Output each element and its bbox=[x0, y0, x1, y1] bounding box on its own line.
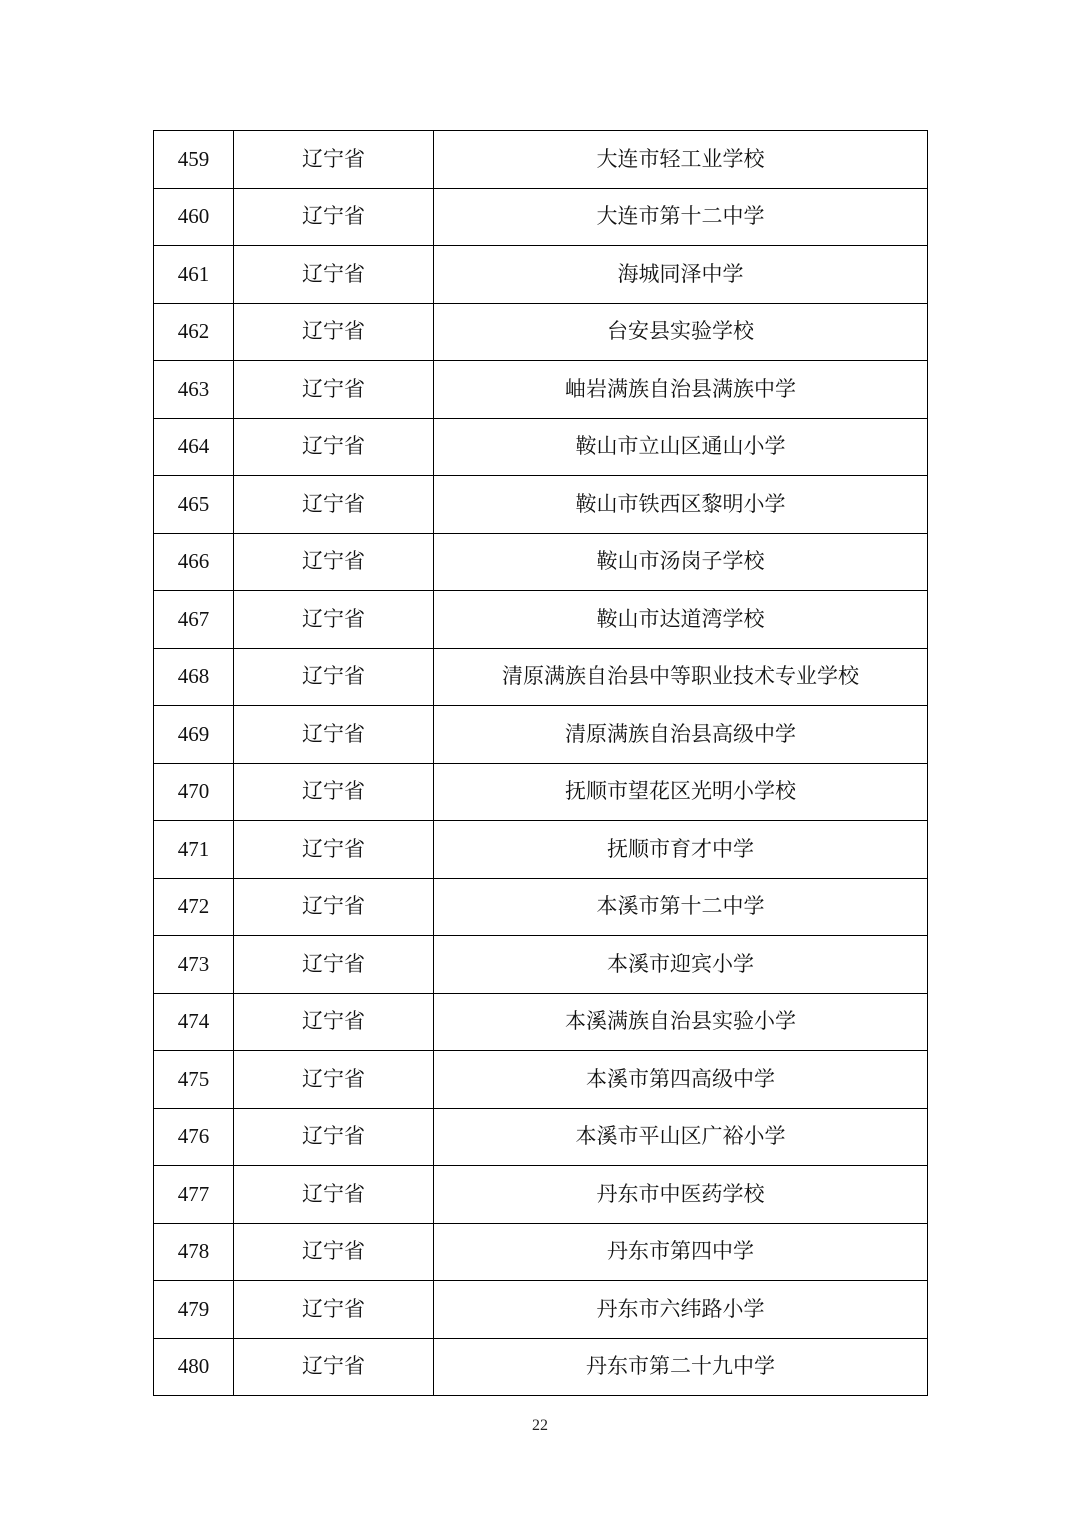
table-row bbox=[154, 821, 928, 879]
row-school: 丹东市中医药学校 bbox=[434, 1166, 928, 1224]
row-number: 472 bbox=[154, 878, 234, 936]
row-school: 鞍山市汤岗子学校 bbox=[434, 533, 928, 591]
row-school: 海城同泽中学 bbox=[434, 246, 928, 304]
row-number: 466 bbox=[154, 533, 234, 591]
table-row bbox=[154, 131, 928, 189]
table-row bbox=[154, 1281, 928, 1339]
row-number: 476 bbox=[154, 1108, 234, 1166]
row-number: 462 bbox=[154, 303, 234, 361]
row-school: 抚顺市育才中学 bbox=[434, 821, 928, 879]
row-province: 辽宁省 bbox=[234, 418, 434, 476]
table-row bbox=[154, 878, 928, 936]
row-number: 465 bbox=[154, 476, 234, 534]
row-province: 辽宁省 bbox=[234, 361, 434, 419]
table-row bbox=[154, 418, 928, 476]
table-row bbox=[154, 993, 928, 1051]
row-province: 辽宁省 bbox=[234, 936, 434, 994]
row-number: 473 bbox=[154, 936, 234, 994]
row-province: 辽宁省 bbox=[234, 1166, 434, 1224]
table-row bbox=[154, 1108, 928, 1166]
page-number: 22 bbox=[532, 1417, 548, 1434]
row-province: 辽宁省 bbox=[234, 706, 434, 764]
row-school: 鞍山市达道湾学校 bbox=[434, 591, 928, 649]
table-row bbox=[154, 1338, 928, 1396]
row-province: 辽宁省 bbox=[234, 648, 434, 706]
row-school: 丹东市第四中学 bbox=[434, 1223, 928, 1281]
row-province: 辽宁省 bbox=[234, 533, 434, 591]
table-row bbox=[154, 1223, 928, 1281]
row-number: 480 bbox=[154, 1338, 234, 1396]
row-school: 本溪市第四高级中学 bbox=[434, 1051, 928, 1109]
row-school: 清原满族自治县高级中学 bbox=[434, 706, 928, 764]
table-row bbox=[154, 706, 928, 764]
row-school: 本溪市迎宾小学 bbox=[434, 936, 928, 994]
row-number: 467 bbox=[154, 591, 234, 649]
row-school: 本溪市第十二中学 bbox=[434, 878, 928, 936]
row-school: 清原满族自治县中等职业技术专业学校 bbox=[434, 648, 928, 706]
table-row bbox=[154, 361, 928, 419]
row-number: 469 bbox=[154, 706, 234, 764]
row-number: 459 bbox=[154, 131, 234, 189]
row-school: 大连市第十二中学 bbox=[434, 188, 928, 246]
row-province: 辽宁省 bbox=[234, 1338, 434, 1396]
table-row bbox=[154, 246, 928, 304]
table-row bbox=[154, 648, 928, 706]
row-province: 辽宁省 bbox=[234, 246, 434, 304]
table-row bbox=[154, 1166, 928, 1224]
row-number: 461 bbox=[154, 246, 234, 304]
row-number: 463 bbox=[154, 361, 234, 419]
table-row bbox=[154, 936, 928, 994]
row-number: 474 bbox=[154, 993, 234, 1051]
row-number: 470 bbox=[154, 763, 234, 821]
row-province: 辽宁省 bbox=[234, 1108, 434, 1166]
row-province: 辽宁省 bbox=[234, 303, 434, 361]
row-province: 辽宁省 bbox=[234, 591, 434, 649]
row-number: 475 bbox=[154, 1051, 234, 1109]
row-school: 本溪满族自治县实验小学 bbox=[434, 993, 928, 1051]
row-province: 辽宁省 bbox=[234, 1281, 434, 1339]
row-province: 辽宁省 bbox=[234, 131, 434, 189]
school-table-body bbox=[154, 131, 928, 1396]
table-row bbox=[154, 303, 928, 361]
row-school: 鞍山市铁西区黎明小学 bbox=[434, 476, 928, 534]
table-row bbox=[154, 1051, 928, 1109]
row-school: 丹东市六纬路小学 bbox=[434, 1281, 928, 1339]
table-row bbox=[154, 188, 928, 246]
row-province: 辽宁省 bbox=[234, 1223, 434, 1281]
row-province: 辽宁省 bbox=[234, 1051, 434, 1109]
row-province: 辽宁省 bbox=[234, 476, 434, 534]
table-row bbox=[154, 763, 928, 821]
table-row bbox=[154, 533, 928, 591]
row-province: 辽宁省 bbox=[234, 821, 434, 879]
table-row bbox=[154, 476, 928, 534]
row-school: 鞍山市立山区通山小学 bbox=[434, 418, 928, 476]
row-number: 478 bbox=[154, 1223, 234, 1281]
row-school: 抚顺市望花区光明小学校 bbox=[434, 763, 928, 821]
row-school: 本溪市平山区广裕小学 bbox=[434, 1108, 928, 1166]
row-number: 468 bbox=[154, 648, 234, 706]
row-school: 大连市轻工业学校 bbox=[434, 131, 928, 189]
row-province: 辽宁省 bbox=[234, 993, 434, 1051]
row-province: 辽宁省 bbox=[234, 763, 434, 821]
school-table bbox=[153, 130, 928, 1396]
row-number: 464 bbox=[154, 418, 234, 476]
row-number: 471 bbox=[154, 821, 234, 879]
row-school: 台安县实验学校 bbox=[434, 303, 928, 361]
row-number: 460 bbox=[154, 188, 234, 246]
row-school: 岫岩满族自治县满族中学 bbox=[434, 361, 928, 419]
table-row bbox=[154, 591, 928, 649]
row-number: 477 bbox=[154, 1166, 234, 1224]
row-province: 辽宁省 bbox=[234, 878, 434, 936]
row-school: 丹东市第二十九中学 bbox=[434, 1338, 928, 1396]
row-province: 辽宁省 bbox=[234, 188, 434, 246]
row-number: 479 bbox=[154, 1281, 234, 1339]
